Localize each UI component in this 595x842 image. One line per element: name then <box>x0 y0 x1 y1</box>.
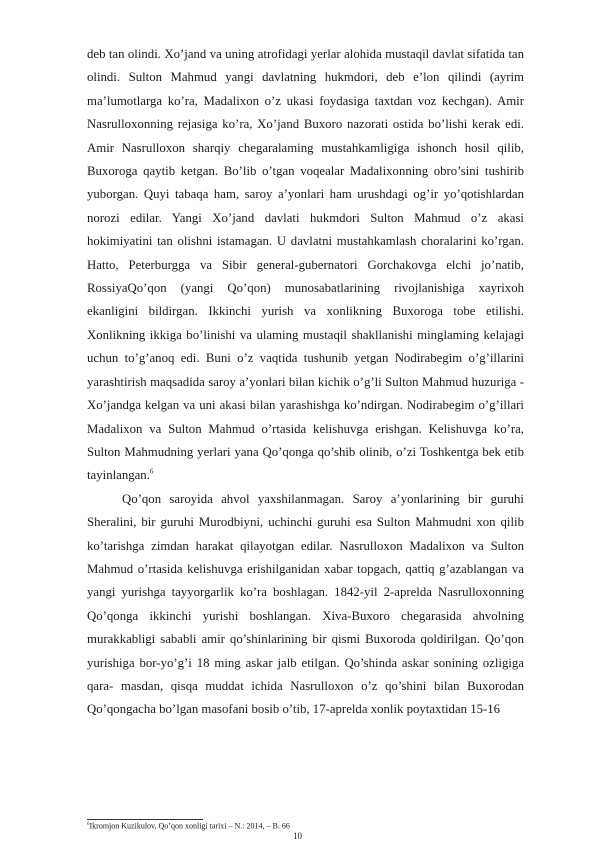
paragraph-2 <box>87 488 524 722</box>
footnote-marker: 6 <box>87 822 90 827</box>
footnote <box>87 820 524 832</box>
paragraph-1-text: deb tan olindi. Xo’jand va uning atrofidagi yerlar alohida mustaqil davlat sifatida tan olindi. Sulton Mahmud yangi davlatning hukmdori, deb e’lon qilindi (ayrim ma’lumotlarga ko’ra, Madalixon o’z ukasi foydasiga taxtdan voz kechgan). Amir Nasrulloxonning rejasiga ko’ra, Xo’jand Buxoro nazorati ostida bo’lishi kerak edi. Amir Nasrulloxon sharqiy chegaralaming mustahkamligiga ishonch hosil qilib, Buxoroga qaytib ketgan. Bo’lib o’tgan voqealar Madalixonning obro’sini tushirib yuborgan. Quyi tabaqa ham, saroy a’yonlari ham urushdagi og’ir yo’qotishlardan norozi edilar. Yangi Xo’jand davlati hukmdori Sulton Mahmud o’z akasi hokimiyatini tan olishni istamagan. U davlatni mustahkamlash choralarini ko’rgan. Hatto, Peterburgga va Sibir general-gubernatori Gorchakovga elchi jo’natib, RossiyaQo’qon (yangi Qo’qon) munosabatlarining rivojlanishiga xayrixoh ekanligini bildirgan. Ikkinchi yurish va xonlikning Buxoroga tobe etilishi. Xonlikning ikkiga bo’linishi va ulaming mustaqil shakllanishi minglaming kelajagi uchun to’g’anoq edi. Buni o’z vaqtida tushunib yetgan Nodirabegim o’g’illarini yarashtirish maqsadida saroy a’yonlari bilan kichik o’g’li Sulton Mahmud huzuriga - Xo’jandga kelgan va uni akasi bilan yarashishga ko’ndirgan. Nodirabegim o’g’illari Madalixon va Sulton Mahmud o’rtasida kelishuvga erishgan. Kelishuvga ko’ra, Sulton Mahmudning yerlari yana Qo’qonga qo’shib olinib, o’zi Toshkentga bek etib tayinlangan. <box>87 47 524 483</box>
footnote-reference[interactable]: 6 <box>149 468 154 477</box>
paragraph-2-text: Qo’qon saroyida ahvol yaxshilanmagan. Saroy a’yonlarining bir guruhi Sheralini, bir guruhi Murodbiyni, uchinchi guruhi esa Sulton Mahmudni xon qilib ko’tarishga zimdan harakat qilayotgan edilar. Nasrulloxon Madalixon va Sulton Mahmud o’rtasida kelishuvga erishilganidan xabar topgach, qattiq g’azablangan va yangi yurishga tayyorgarlik ko’ra boshlagan. 1842-yil 2-aprelda Nasrulloxonning Qo’qonga ikkinchi yurishi boshlangan. Xiva-Buxoro chegarasida ahvolning murakkabligi sababli amir qo’shinlarining bir qismi Buxoroda qoldirilgan. Qo’qon yurishiga bor-yo’g’i 18 ming askar jalb etilgan. Qo’shinda askar sonining ozligiga qara- masdan, qisqa muddat ichida Nasrulloxon o’z qo’shini bilan Buxorodan Qo’qongacha bo’lgan masofani bosib o’tib, 17-aprelda xonlik poytaxtidan 15-16 <box>87 491 524 717</box>
footnote-text: Ikromjon Kuzikulov, Qo’qon xonligi tarixi – N.: 2014, – B. 66 <box>89 821 290 831</box>
body-text <box>87 43 524 722</box>
paragraph-1 <box>87 43 524 488</box>
page-number: 10 <box>293 831 302 841</box>
